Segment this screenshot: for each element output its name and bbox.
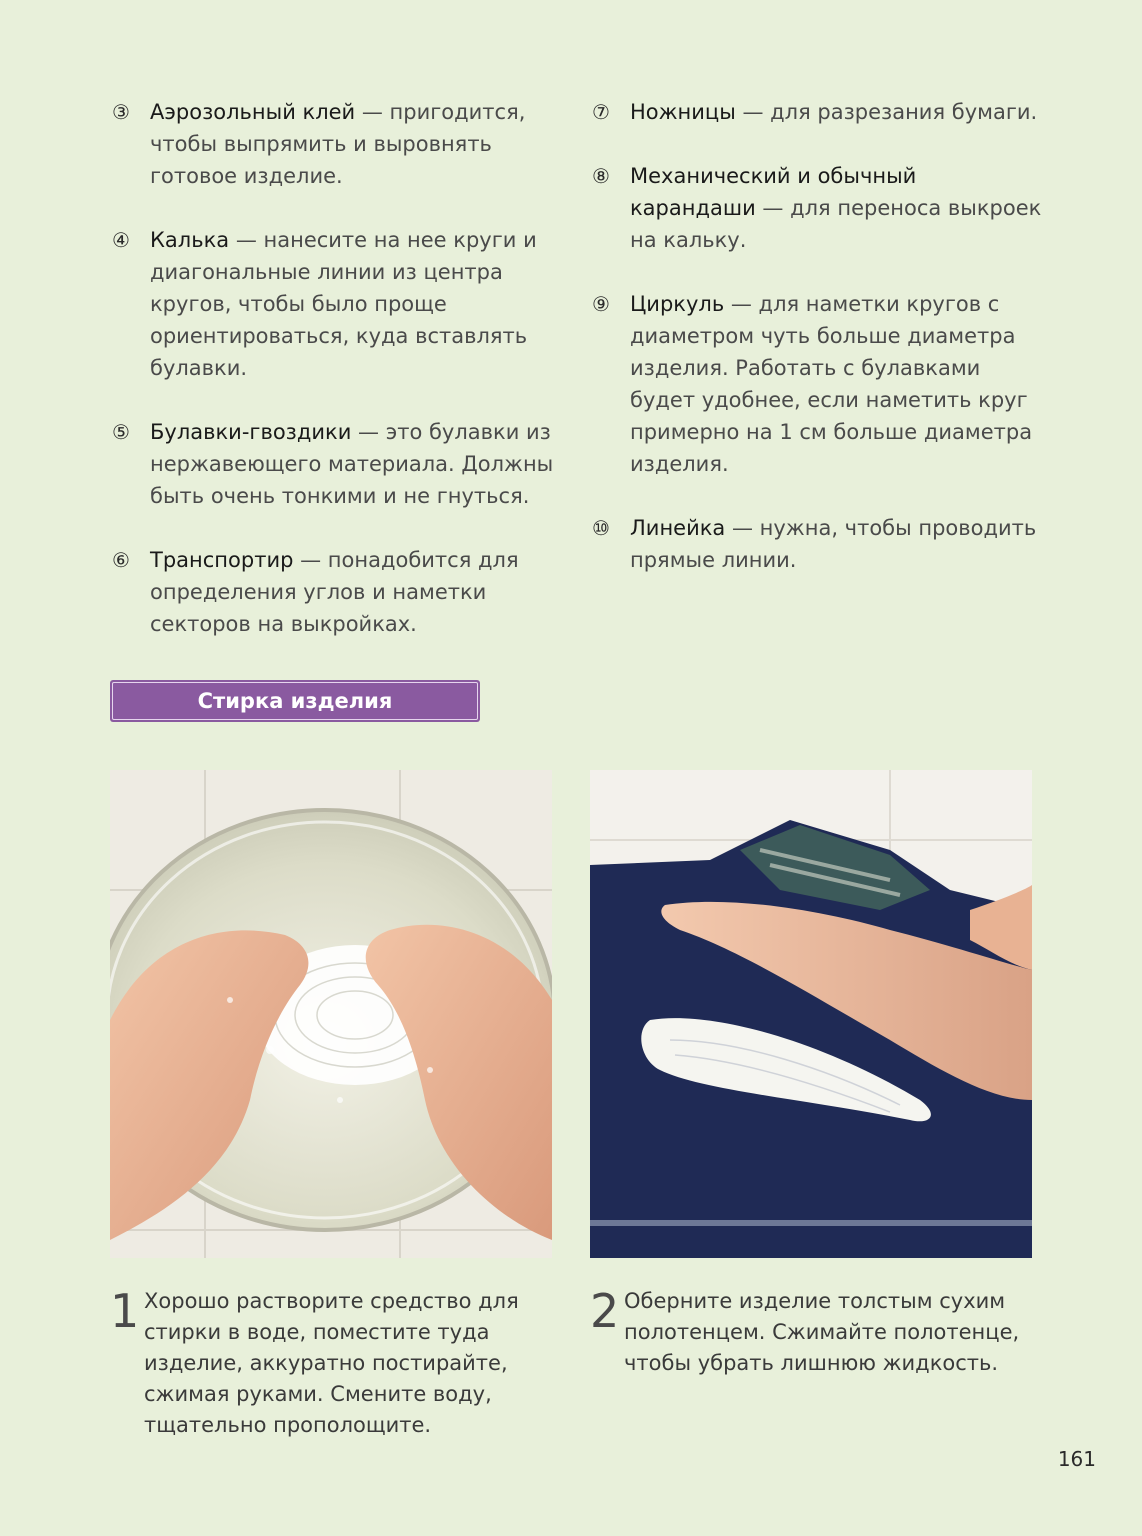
washing-illustration	[110, 770, 552, 1258]
item-term: Калька	[150, 228, 230, 252]
page-number: 161	[1057, 1447, 1096, 1471]
section-header	[110, 680, 480, 722]
item-number: ⑥	[112, 548, 130, 572]
towel-illustration	[590, 770, 1032, 1258]
item-number: ⑧	[592, 164, 610, 188]
step-2	[590, 1286, 1030, 1379]
tool-item	[112, 416, 562, 512]
item-number: ③	[112, 100, 130, 124]
step-text: Хорошо растворите средство для стирки в воде, поместите туда изделие, аккуратно постирайте, сжимая руками. Смените воду, тщательно прополощите.	[144, 1289, 519, 1437]
item-term: Аэрозольный клей	[150, 100, 356, 124]
step-1	[110, 1286, 550, 1441]
section-title: Стирка изделия	[112, 682, 478, 720]
tool-item	[112, 96, 562, 192]
tool-item	[112, 544, 562, 640]
step-number: 1	[110, 1284, 140, 1338]
item-description: — это булавки из нержавеющего материала. Должны быть очень тонкими и не гнуться.	[150, 420, 554, 508]
step-number: 2	[590, 1284, 620, 1338]
tools-list-right	[592, 96, 1042, 608]
tools-list-left	[112, 96, 562, 672]
tool-item	[112, 224, 562, 384]
item-term: Циркуль	[630, 292, 725, 316]
step-text: Оберните изделие толстым сухим полотенцем. Сжимайте полотенце, чтобы убрать лишнюю жидкость.	[624, 1289, 1020, 1375]
item-number: ⑩	[592, 516, 610, 540]
tool-item	[592, 160, 1042, 256]
item-description: — пригодится, чтобы выпрямить и выровнять готовое изделие.	[150, 100, 526, 188]
tool-item	[592, 512, 1042, 576]
item-number: ⑤	[112, 420, 130, 444]
item-description: — нанесите на нее круги и диагональные линии из центра кругов, чтобы было проще ориентироваться, куда вставлять булавки.	[150, 228, 537, 380]
item-description: — нужна, чтобы проводить прямые линии.	[630, 516, 1037, 572]
item-description: — для разрезания бумаги.	[735, 100, 1038, 124]
tool-item	[592, 288, 1042, 480]
item-term: Ножницы	[630, 100, 736, 124]
item-term: Механический и обычный карандаши	[630, 164, 917, 220]
item-term: Булавки-гвоздики	[150, 420, 352, 444]
item-description: — для переноса выкроек на кальку.	[630, 196, 1042, 252]
item-number: ⑦	[592, 100, 610, 124]
item-term: Линейка	[630, 516, 726, 540]
washing-photo	[110, 770, 552, 1258]
item-number: ④	[112, 228, 130, 252]
item-description: — понадобится для определения углов и наметки секторов на выкройках.	[150, 548, 519, 636]
item-number: ⑨	[592, 292, 610, 316]
item-description: — для наметки кругов с диаметром чуть больше диаметра изделия. Работать с булавками будет удобнее, если наметить круг примерно на 1 см больше диаметра изделия.	[630, 292, 1033, 476]
towel-photo	[590, 770, 1032, 1258]
item-term: Транспортир	[150, 548, 294, 572]
tool-item	[592, 96, 1042, 128]
